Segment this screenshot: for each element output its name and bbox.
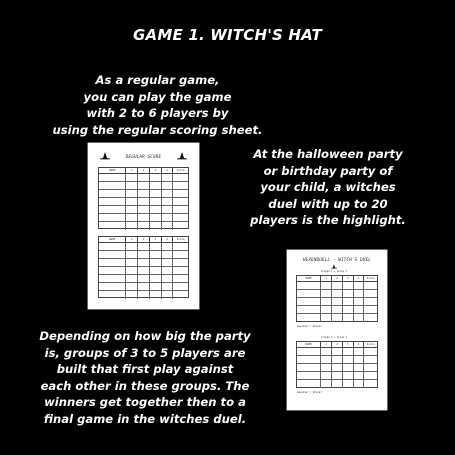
table-cell <box>332 290 343 297</box>
table-cell <box>332 364 343 371</box>
table-row <box>99 291 188 299</box>
table-cell <box>99 259 126 266</box>
table-cell <box>162 275 174 282</box>
table-cell <box>126 283 138 290</box>
table-cell <box>162 198 174 205</box>
column-header: 2 <box>138 237 150 242</box>
table-cell <box>343 290 354 297</box>
table-cell <box>138 214 150 221</box>
table-cell <box>126 206 138 213</box>
table-cell <box>332 356 343 363</box>
table-cell <box>162 214 174 221</box>
table-cell <box>343 298 354 305</box>
table-cell <box>138 190 150 197</box>
table-cell <box>126 198 138 205</box>
table-row <box>297 364 377 372</box>
table-cell <box>354 306 365 313</box>
table-cell <box>343 364 354 371</box>
table-cell <box>364 290 377 297</box>
table-cell <box>343 380 354 388</box>
table-cell <box>99 251 126 258</box>
table-cell <box>354 290 365 297</box>
table-cell <box>162 206 174 213</box>
table-cell <box>126 182 138 189</box>
table-cell <box>343 356 354 363</box>
table-cell <box>173 214 188 221</box>
column-header: NAME <box>297 276 321 281</box>
sheet-title: HEXENDUELL · WITCH'S DUEL <box>302 257 372 262</box>
table-row <box>99 267 188 275</box>
table-row <box>297 380 377 388</box>
column-header: 1 <box>321 276 332 281</box>
table-cell <box>364 364 377 371</box>
table-cell <box>162 174 174 181</box>
regular-game-text: As a regular game, you can play the game with 2 to 6 players by using the regular scoring sheet. <box>52 73 263 137</box>
table-cell <box>99 174 126 181</box>
table-row <box>99 182 188 190</box>
table-row <box>99 259 188 267</box>
table-cell <box>138 267 150 274</box>
table-cell <box>364 298 377 305</box>
table-cell <box>321 290 332 297</box>
table-cell <box>138 291 150 299</box>
column-header: NAME <box>297 342 321 347</box>
score-table <box>98 167 189 229</box>
table-cell <box>150 222 162 230</box>
table-cell <box>99 182 126 189</box>
table-cell <box>173 259 188 266</box>
witch-hat-icon <box>331 264 337 269</box>
table-cell <box>126 222 138 230</box>
table-row <box>99 190 188 198</box>
table-cell <box>332 306 343 313</box>
score-table <box>98 236 189 298</box>
table-cell <box>138 222 150 230</box>
table-cell <box>354 348 365 355</box>
table-cell <box>138 206 150 213</box>
table-cell <box>354 356 365 363</box>
regular-score-sheet <box>88 143 199 309</box>
table-cell <box>297 314 321 322</box>
group-table <box>296 275 378 322</box>
table-row <box>297 282 377 290</box>
table-cell <box>126 243 138 250</box>
table-cell <box>173 275 188 282</box>
groups-explanation-text: Depending on how big the party is, groups of 3 to 5 players are built that first play against each other in these groups. The winners get together then to a final game in the witches duel. <box>39 329 251 426</box>
column-header: Score <box>176 169 185 172</box>
table-cell <box>364 314 377 322</box>
table-row <box>99 174 188 182</box>
table-cell <box>364 306 377 313</box>
table-cell <box>297 364 321 371</box>
table-cell <box>126 267 138 274</box>
table-cell <box>321 372 332 379</box>
table-cell <box>321 348 332 355</box>
table-cell <box>173 190 188 197</box>
table-cell <box>99 283 126 290</box>
sheet-title: REGULAR SCORE <box>125 154 162 159</box>
table-cell <box>173 222 188 230</box>
group-table <box>296 341 378 388</box>
table-cell <box>126 251 138 258</box>
table-row <box>297 348 377 356</box>
table-cell <box>99 214 126 221</box>
column-header: 1 <box>126 168 138 173</box>
table-cell <box>354 314 365 322</box>
witches-duel-sheet <box>287 250 387 410</box>
table-cell <box>343 372 354 379</box>
table-cell <box>364 348 377 355</box>
table-cell <box>332 282 343 289</box>
table-row <box>99 206 188 214</box>
table-cell <box>162 283 174 290</box>
table-cell <box>150 206 162 213</box>
column-header: 4 <box>162 237 174 242</box>
column-header: 3 <box>150 168 162 173</box>
table-cell <box>321 356 332 363</box>
table-cell <box>150 214 162 221</box>
table-cell <box>297 282 321 289</box>
table-cell <box>138 251 150 258</box>
table-cell <box>150 291 162 299</box>
table-cell <box>173 243 188 250</box>
table-cell <box>99 267 126 274</box>
table-cell <box>354 298 365 305</box>
column-header: 4 <box>354 276 365 281</box>
table-row <box>99 198 188 206</box>
column-header: 3 <box>343 342 354 347</box>
table-cell <box>162 291 174 299</box>
table-cell <box>354 380 365 388</box>
table-cell <box>297 348 321 355</box>
table-cell <box>173 267 188 274</box>
table-cell <box>364 282 377 289</box>
table-cell <box>138 174 150 181</box>
table-cell <box>162 222 174 230</box>
table-cell <box>173 251 188 258</box>
table-cell <box>332 314 343 322</box>
table-cell <box>173 182 188 189</box>
table-cell <box>162 251 174 258</box>
table-cell <box>150 198 162 205</box>
column-header: NAME <box>99 168 126 173</box>
table-cell <box>150 283 162 290</box>
table-row <box>297 314 377 322</box>
column-header: 1 <box>321 342 332 347</box>
table-cell <box>99 275 126 282</box>
table-row <box>99 222 188 230</box>
table-cell <box>297 380 321 388</box>
table-cell <box>321 306 332 313</box>
table-cell <box>99 291 126 299</box>
table-cell <box>138 182 150 189</box>
group-label: Gruppe 1 ★ Group 1 <box>321 270 347 273</box>
table-row <box>297 372 377 380</box>
table-cell <box>354 372 365 379</box>
column-header: 1 <box>126 237 138 242</box>
table-cell <box>162 259 174 266</box>
table-row <box>99 275 188 283</box>
table-cell <box>162 182 174 189</box>
table-cell <box>343 314 354 322</box>
table-cell <box>173 198 188 205</box>
halloween-party-text: At the halloween party or birthday party of your child, a witches duel with up to 20 players is the highlight. <box>250 147 406 227</box>
table-cell <box>150 267 162 274</box>
column-header: 2 <box>138 168 150 173</box>
table-cell <box>343 348 354 355</box>
table-cell <box>173 174 188 181</box>
table-cell <box>99 198 126 205</box>
table-cell <box>321 314 332 322</box>
table-cell <box>162 190 174 197</box>
group-label: Gruppe 2 ★ Group 2 <box>321 336 347 339</box>
table-row <box>297 356 377 364</box>
page-title: GAME 1. WITCH'S HAT <box>133 26 322 44</box>
table-row <box>99 243 188 251</box>
table-cell <box>138 259 150 266</box>
table-cell <box>150 275 162 282</box>
table-cell <box>173 283 188 290</box>
table-cell <box>364 356 377 363</box>
table-cell <box>126 275 138 282</box>
table-cell <box>364 380 377 388</box>
column-header: Score <box>176 238 185 241</box>
column-header: 4 <box>354 342 365 347</box>
table-cell <box>99 206 126 213</box>
column-header: 3 <box>150 237 162 242</box>
column-header: 4 <box>162 168 174 173</box>
table-cell <box>354 282 365 289</box>
table-cell <box>297 372 321 379</box>
table-cell <box>99 243 126 250</box>
table-cell <box>321 380 332 388</box>
table-cell <box>138 243 150 250</box>
table-cell <box>332 372 343 379</box>
table-cell <box>321 364 332 371</box>
table-cell <box>150 243 162 250</box>
table-cell <box>354 364 365 371</box>
table-cell <box>162 267 174 274</box>
column-header: 3 <box>343 276 354 281</box>
table-cell <box>126 214 138 221</box>
table-row <box>297 290 377 298</box>
winner-label: Gewinner / Winner: <box>297 391 323 394</box>
table-cell <box>297 290 321 297</box>
table-cell <box>150 182 162 189</box>
table-cell <box>150 251 162 258</box>
table-cell <box>297 356 321 363</box>
table-cell <box>321 298 332 305</box>
table-cell <box>126 291 138 299</box>
table-cell <box>162 243 174 250</box>
table-cell <box>297 306 321 313</box>
column-header: 2 <box>332 342 343 347</box>
table-cell <box>99 190 126 197</box>
table-cell <box>150 190 162 197</box>
table-cell <box>150 259 162 266</box>
table-cell <box>173 206 188 213</box>
column-header: 2 <box>332 276 343 281</box>
column-header: Score <box>366 343 375 346</box>
table-cell <box>297 298 321 305</box>
table-cell <box>332 298 343 305</box>
table-cell <box>321 282 332 289</box>
table-cell <box>343 282 354 289</box>
table-cell <box>343 306 354 313</box>
table-cell <box>138 198 150 205</box>
winner-label: Gewinner / Winner: <box>297 325 323 328</box>
table-cell <box>364 372 377 379</box>
table-cell <box>126 174 138 181</box>
table-cell <box>126 190 138 197</box>
table-cell <box>138 283 150 290</box>
table-row <box>297 298 377 306</box>
table-cell <box>332 380 343 388</box>
table-cell <box>99 222 126 230</box>
table-row <box>297 306 377 314</box>
table-cell <box>150 174 162 181</box>
table-cell <box>138 275 150 282</box>
column-header: NAME <box>99 237 126 242</box>
table-cell <box>126 259 138 266</box>
table-row <box>99 283 188 291</box>
table-cell <box>173 291 188 299</box>
table-row <box>99 214 188 222</box>
column-header: Score <box>366 277 375 280</box>
table-cell <box>332 348 343 355</box>
table-row <box>99 251 188 259</box>
